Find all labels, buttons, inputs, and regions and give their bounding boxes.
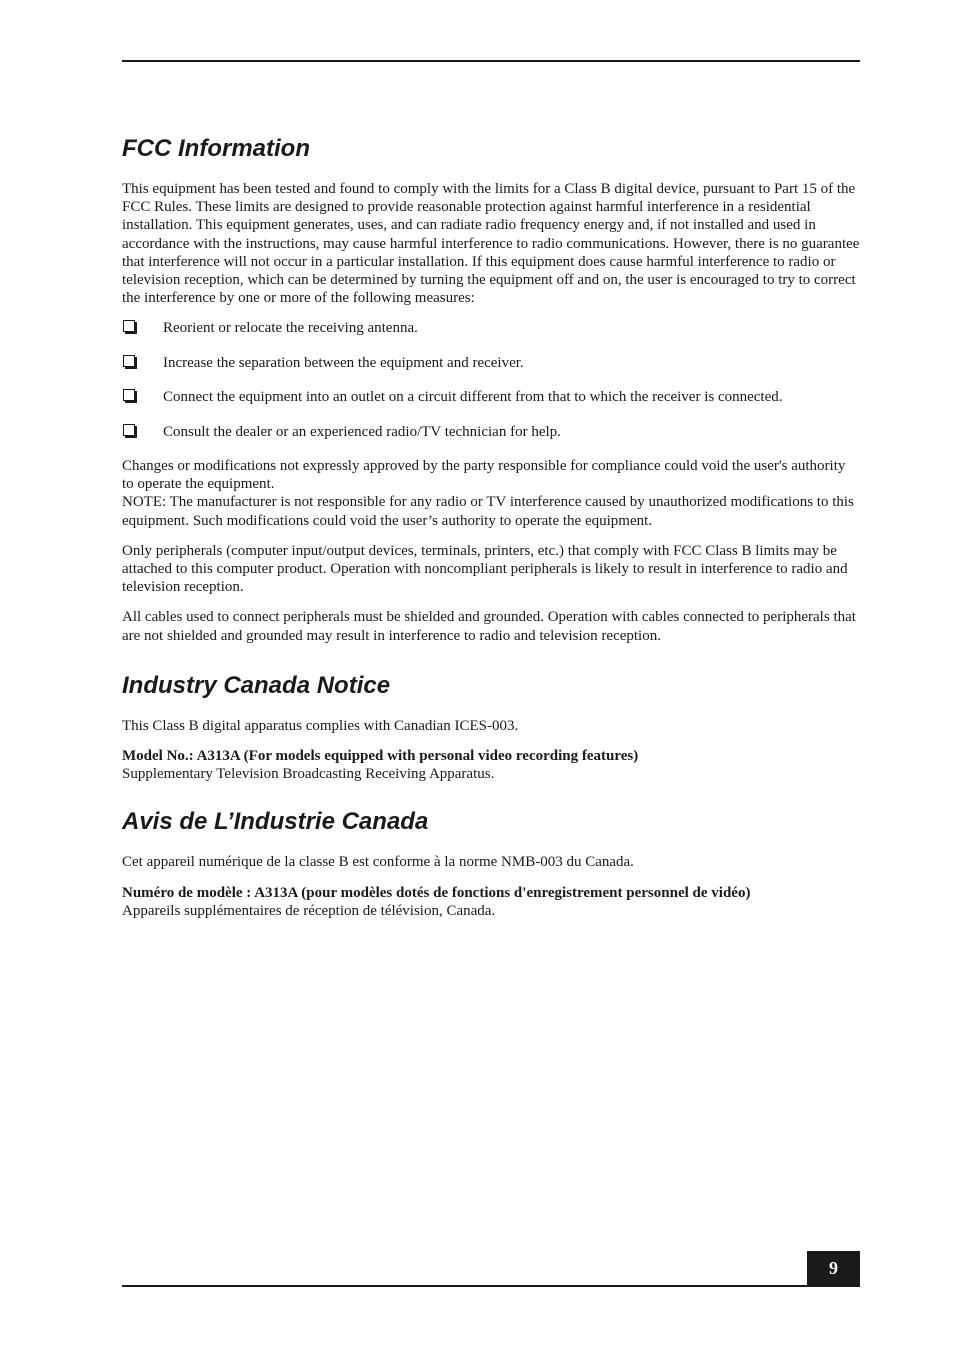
checkbox-bullet-icon [123, 424, 135, 436]
fcc-measures-list [122, 319, 860, 440]
industry-canada-heading: Industry Canada Notice [122, 671, 391, 699]
fcc-note-text: NOTE: The manufacturer is not responsible for any radio or TV interference caused by unauthorized modifications to this equipment. Such modifications could void the user’s authority to operate the equipment. [122, 494, 854, 529]
fcc-cables-paragraph: All cables used to connect peripherals must be shielded and grounded. Operation with cables connected to peripherals that are not shielded and grounded may result in interference to radio and television reception. [122, 609, 856, 644]
header-rule [122, 60, 860, 62]
checkbox-bullet-icon [123, 389, 135, 401]
list-item-text: Connect the equipment into an outlet on a circuit different from that to which the receiver is connected. [163, 389, 783, 406]
avis-heading: Avis de L’Industrie Canada [122, 808, 429, 836]
fcc-peripherals-paragraph: Only peripherals (computer input/output devices, terminals, printers, etc.) that comply with FCC Class B limits may be attached to this computer product. Operation with noncompliant peripherals is likely to result in interference to radio and television reception. [122, 542, 848, 596]
list-item-text: Reorient or relocate the receiving antenna. [163, 320, 418, 337]
fcc-heading: FCC Information [122, 135, 310, 162]
section-spacer [122, 795, 860, 807]
industry-canada-model-line: Model No.: A313A (For models equipped with personal video recording features) [122, 748, 639, 765]
checkbox-bullet-icon [123, 320, 135, 332]
footer-rule [122, 1285, 860, 1287]
list-item-text: Consult the dealer or an experienced radio/TV technician for help. [163, 423, 561, 440]
fcc-changes-text: Changes or modifications not expressly approved by the party responsible for compliance could void the user's authority to operate the equipment. [122, 457, 846, 493]
list-item [122, 388, 860, 406]
page-content [122, 134, 860, 932]
list-item [122, 423, 860, 441]
section-spacer [122, 657, 860, 671]
list-item [122, 354, 860, 372]
fcc-intro-paragraph: This equipment has been tested and found to comply with the limits for a Class B digital device, pursuant to Part 15 of the FCC Rules. These limits are designed to provide reasonable protection against harmful interference in a residential installation. This equipment generates, uses, and can radiate radio frequency energy and, if not installed and used in accordance with the instructions, may cause harmful interference to radio communications. However, there is no guarantee that interference will not occur in a particular installation. If this equipment does cause harmful interference to radio or television reception, which can be determined by turning the equipment off and on, the user is encouraged to try to correct the interference by one or more of the following measures: [122, 181, 860, 307]
industry-canada-model-desc: Supplementary Television Broadcasting Receiving Apparatus. [122, 766, 495, 783]
avis-statement: Cet appareil numérique de la classe B est conforme à la norme NMB-003 du Canada. [122, 854, 634, 871]
list-item-text: Increase the separation between the equipment and receiver. [163, 354, 524, 371]
industry-canada-model-block [122, 747, 860, 783]
avis-model-desc: Appareils supplémentaires de réception de télévision, Canada. [122, 902, 496, 919]
checkbox-bullet-icon [123, 355, 135, 367]
list-item [122, 319, 860, 337]
industry-canada-statement: This Class B digital apparatus complies with Canadian ICES-003. [122, 717, 519, 734]
avis-model-line: Numéro de modèle : A313A (pour modèles dotés de fonctions d'enregistrement personnel de vidéo) [122, 884, 751, 901]
avis-model-block [122, 884, 860, 920]
page-number-badge: 9 [807, 1251, 860, 1287]
fcc-changes-paragraph [122, 457, 860, 530]
